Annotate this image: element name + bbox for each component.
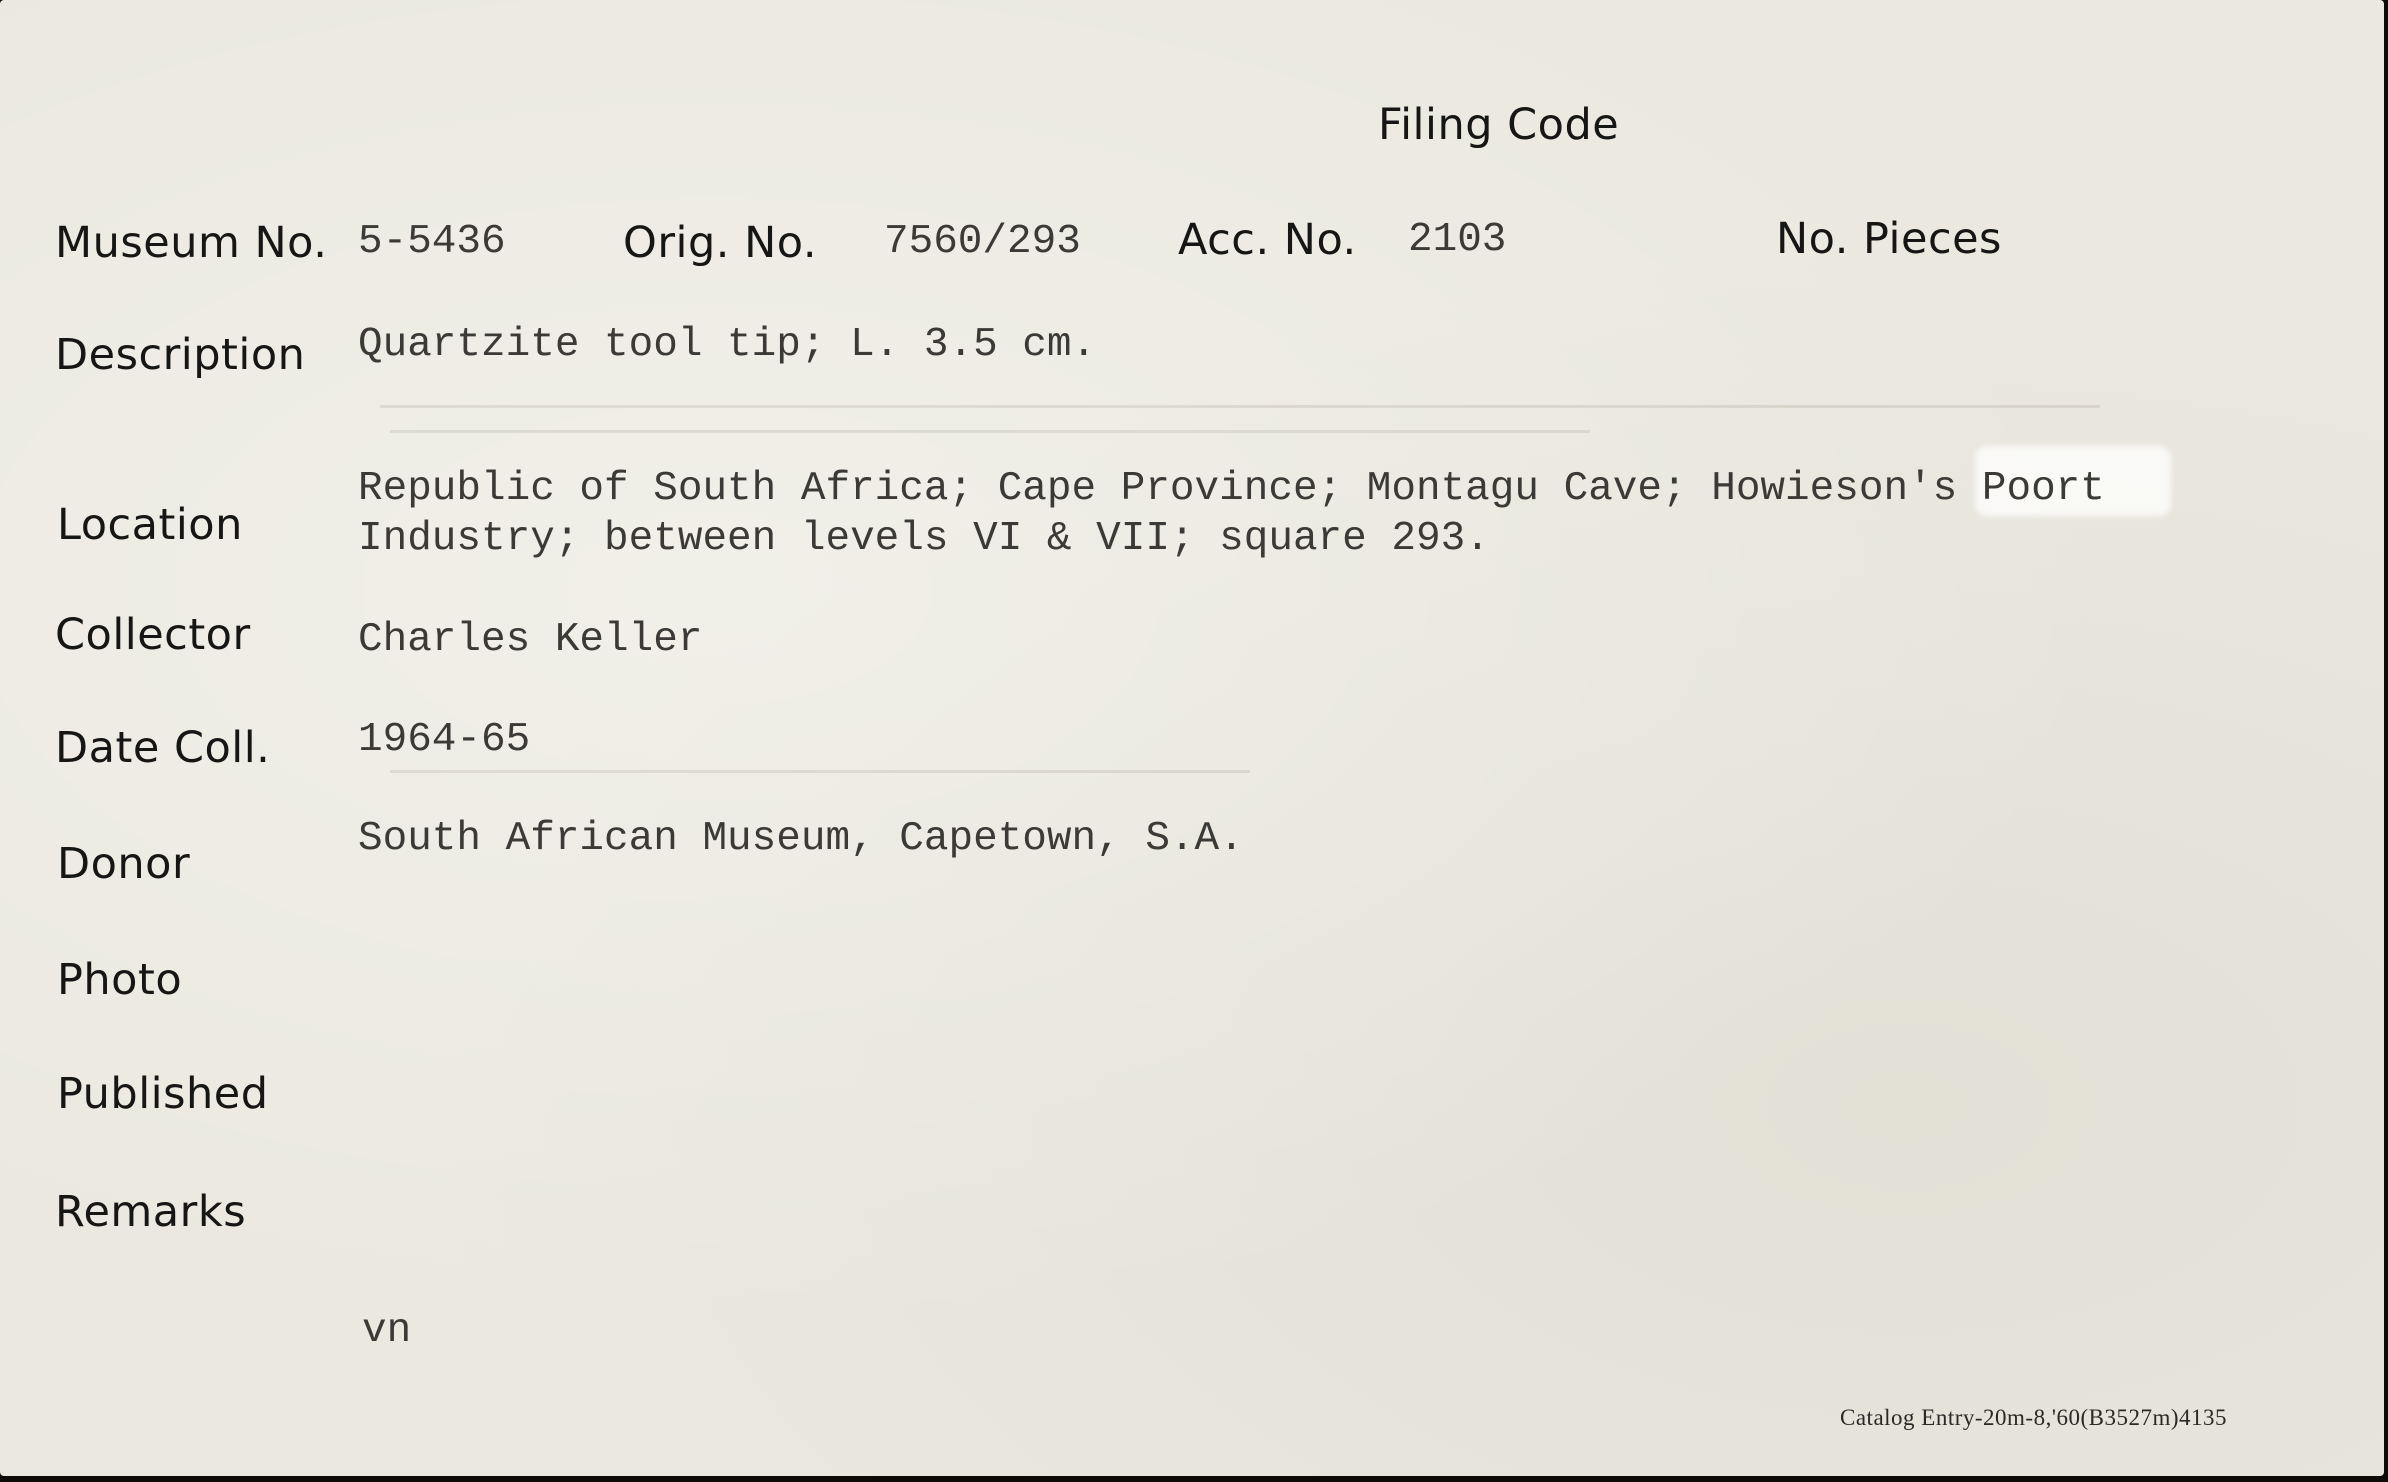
date-coll-label: Date Coll.	[55, 723, 271, 773]
bleed-through-mark	[390, 430, 1590, 433]
orig-no-label: Orig. No.	[623, 218, 817, 268]
location-line-1: Republic of South Africa; Cape Province; Montagu Cave; Howieson's Poort	[358, 466, 2105, 512]
museum-no-label: Museum No.	[55, 218, 328, 268]
description-value: Quartzite tool tip; L. 3.5 cm.	[358, 322, 1097, 368]
published-label: Published	[57, 1069, 269, 1119]
photo-label: Photo	[57, 955, 183, 1005]
bleed-through-mark	[390, 770, 1250, 773]
museum-no-value: 5-5436	[358, 219, 506, 265]
collector-value: Charles Keller	[358, 617, 703, 663]
location-line-2: Industry; between levels VI & VII; square 293.	[358, 516, 1490, 562]
bleed-through-mark	[380, 405, 2100, 408]
description-label: Description	[55, 330, 306, 380]
date-coll-value: 1964-65	[358, 717, 531, 763]
acc-no-label: Acc. No.	[1178, 215, 1357, 265]
location-label: Location	[57, 500, 243, 550]
remarks-label: Remarks	[55, 1187, 247, 1237]
filing-code-label: Filing Code	[1378, 100, 1620, 150]
typist-initials: vn	[362, 1308, 412, 1354]
acc-no-value: 2103	[1408, 217, 1507, 263]
collector-label: Collector	[55, 610, 251, 660]
catalog-entry-footer: Catalog Entry-20m-8,'60(B3527m)4135	[1840, 1405, 2228, 1430]
donor-value: South African Museum, Capetown, S.A.	[358, 816, 1244, 862]
donor-label: Donor	[57, 839, 191, 889]
no-pieces-label: No. Pieces	[1776, 214, 2002, 264]
orig-no-value: 7560/293	[884, 219, 1081, 265]
